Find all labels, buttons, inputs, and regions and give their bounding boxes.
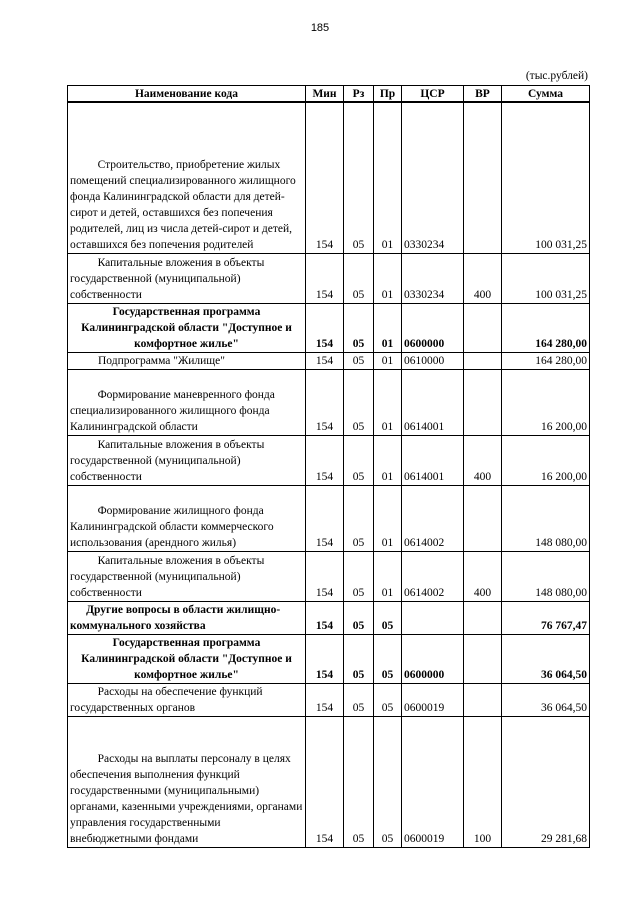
row-csr: 0330234 (402, 102, 464, 253)
row-sum: 148 080,00 (502, 485, 590, 551)
row-rz: 05 (344, 683, 374, 716)
column-header-vr: ВР (464, 86, 502, 103)
row-name: Подпрограмма "Жилище" (68, 352, 306, 369)
row-sum: 29 281,68 (502, 716, 590, 847)
row-vr (464, 352, 502, 369)
column-header-pr: Пр (374, 86, 402, 103)
row-pr: 01 (374, 551, 402, 601)
row-vr: 400 (464, 253, 502, 303)
row-sum: 164 280,00 (502, 352, 590, 369)
row-rz: 05 (344, 435, 374, 485)
row-rz: 05 (344, 352, 374, 369)
row-min: 154 (306, 601, 344, 634)
row-min: 154 (306, 716, 344, 847)
row-pr: 01 (374, 352, 402, 369)
table-row (68, 485, 590, 551)
row-name: Строительство, приобретение жилых помещений специализированного жилищного фонда Калининградской области для детей-сирот и детей, оставшихся без попечения родителей, лиц из числа детей-сирот и детей, оставшихся без попечения родителей (68, 102, 306, 253)
budget-table (67, 85, 590, 848)
row-name: Формирование маневренного фонда специализированного жилищного фонда Калининградской области (68, 369, 306, 435)
row-vr (464, 369, 502, 435)
row-min: 154 (306, 352, 344, 369)
row-min: 154 (306, 303, 344, 352)
table-row (68, 352, 590, 369)
row-pr: 01 (374, 102, 402, 253)
row-vr (464, 485, 502, 551)
row-pr: 05 (374, 683, 402, 716)
row-min: 154 (306, 634, 344, 683)
table-row (68, 601, 590, 634)
row-min: 154 (306, 683, 344, 716)
row-sum: 36 064,50 (502, 634, 590, 683)
table-row (68, 435, 590, 485)
row-pr: 05 (374, 716, 402, 847)
table-row (68, 716, 590, 847)
row-pr: 01 (374, 369, 402, 435)
row-name: Государственная программа Калининградской области "Доступное и комфортное жилье" (68, 634, 306, 683)
row-vr (464, 634, 502, 683)
row-csr: 0330234 (402, 253, 464, 303)
row-csr: 0600019 (402, 716, 464, 847)
row-name: Капитальные вложения в объекты государственной (муниципальной) собственности (68, 435, 306, 485)
table-row (68, 253, 590, 303)
table-header-row (68, 86, 590, 103)
table-row (68, 683, 590, 716)
column-header-name: Наименование кода (68, 86, 306, 103)
row-rz: 05 (344, 634, 374, 683)
row-vr (464, 303, 502, 352)
row-min: 154 (306, 102, 344, 253)
row-sum: 76 767,47 (502, 601, 590, 634)
row-vr: 100 (464, 716, 502, 847)
row-csr: 0610000 (402, 352, 464, 369)
row-name: Другие вопросы в области жилищно-коммунального хозяйства (68, 601, 306, 634)
page-number: 185 (310, 22, 330, 34)
row-rz: 05 (344, 551, 374, 601)
row-sum: 16 200,00 (502, 435, 590, 485)
row-pr: 01 (374, 485, 402, 551)
row-csr: 0614001 (402, 435, 464, 485)
row-name: Формирование жилищного фонда Калининградской области коммерческого использования (арендного жилья) (68, 485, 306, 551)
row-rz: 05 (344, 601, 374, 634)
row-min: 154 (306, 551, 344, 601)
row-rz: 05 (344, 303, 374, 352)
row-min: 154 (306, 485, 344, 551)
row-sum: 100 031,25 (502, 102, 590, 253)
row-sum: 164 280,00 (502, 303, 590, 352)
row-rz: 05 (344, 716, 374, 847)
row-name: Расходы на обеспечение функций государственных органов (68, 683, 306, 716)
row-name: Государственная программа Калининградской области "Доступное и комфортное жилье" (68, 303, 306, 352)
table-row (68, 102, 590, 253)
row-csr: 0614001 (402, 369, 464, 435)
unit-note: (тыс.рублей) (525, 70, 588, 82)
row-name: Капитальные вложения в объекты государственной (муниципальной) собственности (68, 253, 306, 303)
row-csr: 0600000 (402, 634, 464, 683)
table-row (68, 303, 590, 352)
row-csr: 0600000 (402, 303, 464, 352)
column-header-sum: Сумма (502, 86, 590, 103)
row-csr (402, 601, 464, 634)
row-sum: 100 031,25 (502, 253, 590, 303)
row-pr: 05 (374, 601, 402, 634)
row-rz: 05 (344, 253, 374, 303)
row-rz: 05 (344, 369, 374, 435)
row-min: 154 (306, 253, 344, 303)
row-csr: 0600019 (402, 683, 464, 716)
row-pr: 01 (374, 435, 402, 485)
row-pr: 01 (374, 253, 402, 303)
row-min: 154 (306, 369, 344, 435)
row-csr: 0614002 (402, 485, 464, 551)
row-name: Расходы на выплаты персоналу в целях обеспечения выполнения функций государственными (муниципальными) органами, казенными учреждениями, органами управления государственными внебюджетными фондами (68, 716, 306, 847)
column-header-rz: Рз (344, 86, 374, 103)
row-sum: 16 200,00 (502, 369, 590, 435)
row-rz: 05 (344, 102, 374, 253)
row-sum: 148 080,00 (502, 551, 590, 601)
row-rz: 05 (344, 485, 374, 551)
column-header-csr: ЦСР (402, 86, 464, 103)
row-vr: 400 (464, 551, 502, 601)
row-vr (464, 601, 502, 634)
row-name: Капитальные вложения в объекты государственной (муниципальной) собственности (68, 551, 306, 601)
table-row (68, 551, 590, 601)
row-vr: 400 (464, 435, 502, 485)
row-sum: 36 064,50 (502, 683, 590, 716)
table-row (68, 634, 590, 683)
row-vr (464, 102, 502, 253)
table-row (68, 369, 590, 435)
column-header-min: Мин (306, 86, 344, 103)
row-pr: 05 (374, 634, 402, 683)
row-pr: 01 (374, 303, 402, 352)
row-csr: 0614002 (402, 551, 464, 601)
row-vr (464, 683, 502, 716)
row-min: 154 (306, 435, 344, 485)
